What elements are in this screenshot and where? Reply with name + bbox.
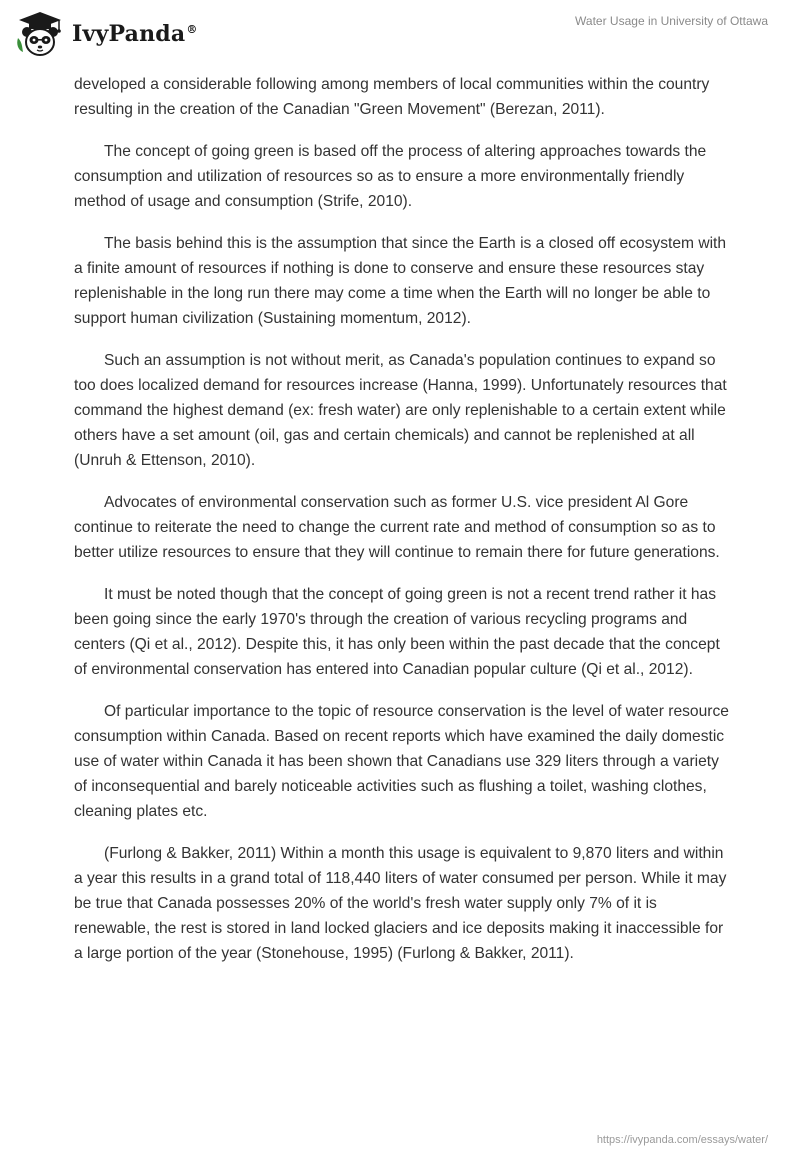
paragraph-5: Advocates of environmental conservation such as former U.S. vice president Al Gore continue to reiterate the need to change the current rate and method of consumption so as to better utilize resources to ensure that they will continue to remain there for future generations.: [74, 494, 720, 561]
paragraph-6: It must be noted though that the concept of going green is not a recent trend rather it has been going since the early 1970's through the creation of various recycling programs and centers (Qi et al., 2012). Despite this, it has only been within the past decade that the concept of environmental conservation has entered into Canadian popular culture (Qi et al., 2012).: [74, 586, 720, 678]
paragraph-2: The concept of going green is based off the process of altering approaches towards the consumption and utilization of resources so as to ensure a more environmentally friendly method of usage and consumption (Strife, 2010).: [74, 143, 707, 210]
ivypanda-logo[interactable]: [14, 8, 198, 60]
source-url[interactable]: https://ivypanda.com/essays/water/: [596, 1134, 768, 1146]
document-title: Water Usage in University of Ottawa: [575, 14, 768, 28]
paragraph-4: Such an assumption is not without merit, as Canada's population continues to expand so too does localized demand for resources increase (Hanna, 1999). Unfortunately resources that command the highest demand (ex: fresh water) are only replenishable to a certain extent while others have a set amount (oil, gas and certain chemicals) and cannot be replenished at all (Unruh & Ettenson, 2010).: [74, 352, 727, 469]
essay-body: [74, 72, 734, 983]
panda-graduate-icon: [14, 8, 66, 60]
paragraph-8: (Furlong & Bakker, 2011) Within a month this usage is equivalent to 9,870 liters and within a year this results in a grand total of 118,440 liters of water consumed per person. While it may be true that Canada possesses 20% of the world's fresh water supply only 7% of it is renewable, the rest is stored in land locked glaciers and ice deposits making it inaccessible for a large portion of the year (Stonehouse, 1995) (Furlong & Bakker, 2011).: [74, 845, 727, 962]
brand-name: IvyPanda®: [72, 21, 198, 47]
paragraph-1: developed a considerable following among members of local communities within the country resulting in the creation of the Canadian "Green Movement" (Berezan, 2011).: [74, 76, 710, 118]
page-header: [0, 0, 800, 70]
paragraph-3: The basis behind this is the assumption that since the Earth is a closed off ecosystem with a finite amount of resources if nothing is done to conserve and ensure these resources stay replenishable in the long run there may come a time when the Earth will no longer be able to support human civilization (Sustaining momentum, 2012).: [74, 235, 727, 327]
paragraph-7: Of particular importance to the topic of resource conservation is the level of water resource consumption within Canada. Based on recent reports which have examined the daily domestic use of water within Canada it has been shown that Canadians use 329 liters through a variety of inconsequential and barely noticeable activities such as flushing a toilet, washing clothes, cleaning plates etc.: [74, 703, 729, 820]
registered-mark: ®: [186, 22, 198, 36]
